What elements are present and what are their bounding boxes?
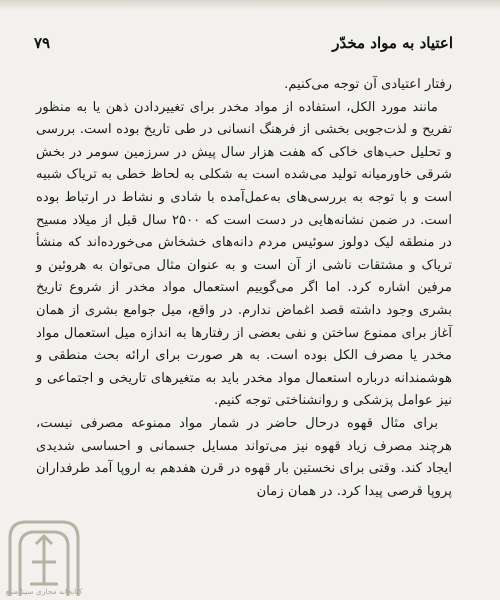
page-number: ۷۹ (34, 34, 51, 52)
library-seal-icon (2, 512, 86, 598)
page-header (34, 34, 453, 58)
paragraph-2: مانند مورد الکل، استفاده از مواد مخدر برای تغییردادن ذهن یا به منظور تفریح و لذت‌جویی بخشی از فرهنگ انسانی در طی تاریخ بوده است. بررسی و تحلیل حب‌های خاکی که هفت هزار سال پیش در سرزمین سومر در بخش شرقی خاورمیانه تولید می‌شده است به شکلی به لحاظ خطی به تریاک شبیه است و با توجه به بررسی‌های به‌عمل‌آمده با شادی و نشاط در ارتباط بوده است. در ضمن نشانه‌هایی در دست است که ۲۵۰۰ سال قبل از میلاد مسیح در منطقه لیک دولوز سوئیس مردم دانه‌های خشخاش می‌خورده‌اند که منشأ تریاک و مشتقات ناشی از آن است و به عنوان مثال می‌توان به هروئین و مرفین اشاره کرد. اما اگر می‌گوییم استعمال مواد مخدر از شروع تاریخ بشری وجود داشته قصد اغماض ندارم. در واقع، میل جوامع بشری از همان آغاز برای ممنوع ساختن و نفی بعضی از رفتارها به اندازه میل استعمال مواد مخدر یا مصرف الکل بوده است. به هر صورت برای ارائه بحث منطقی و هوشمندانه درباره استعمال مواد مخدر باید به متغیرهای تاریخی و اجتماعی و نیز عوامل پزشکی و روانشناختی توجه کنیم. (36, 99, 452, 409)
paragraph-1: رفتار اعتیادی آن توجه می‌کنیم. (284, 77, 452, 92)
body-text (36, 74, 452, 503)
running-title: اعتیاد به مواد مخدّر (332, 34, 453, 52)
scan-shadow (0, 0, 500, 10)
paragraph-3: برای مثال قهوه درحال حاضر در شمار مواد ممنوعه مصرفی نیست، هرچند مصرف زیاد قهوه نیز می‌تواند مسایل جسمانی و احساسی شدیدی ایجاد کند. وقتی برای نخستین بار قهوه در قرن هفدهم به اروپا آمد طرفداران پروپا قرصی پیدا کرد. در همان زمان (36, 415, 452, 499)
library-seal-svg (2, 512, 86, 598)
seal-caption: کتابخانه مجازی سینا منبع (5, 587, 83, 596)
